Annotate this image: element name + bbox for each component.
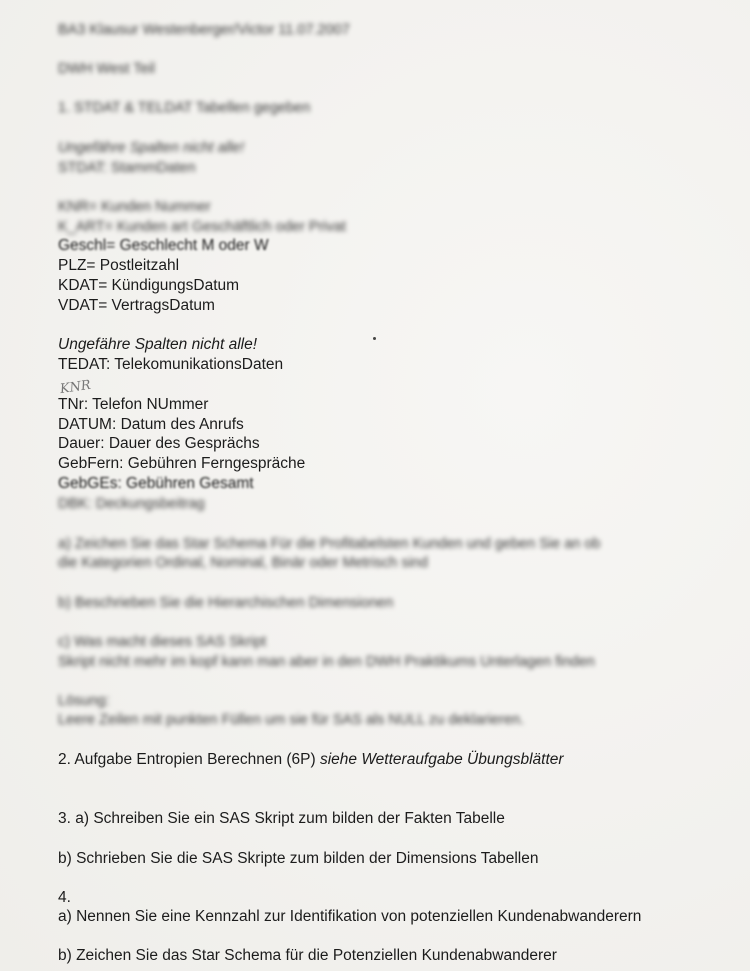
task1-c-line: Skript nicht mehr im kopf kann man aber in den DWH Praktikums Unterlagen finden	[58, 654, 595, 670]
stdat-column: Geschl= Geschlecht M oder W	[58, 237, 269, 254]
stdat-column: KDAT= KündigungsDatum	[58, 277, 240, 294]
task1-a-line: a) Zeichen Sie das Star Schema Für die Profitabelsten Kunden und geben Sie an ob	[58, 536, 601, 552]
task4-number: 4.	[58, 889, 71, 906]
stdat-note: Ungefähre Spalten nicht alle!	[58, 140, 245, 156]
exam-subtitle: DWH West Teil	[58, 61, 155, 77]
task2-note: siehe Wetteraufgabe Übungsblätter	[319, 751, 564, 768]
scan-speck	[373, 337, 376, 340]
tedat-note: Ungefähre Spalten nicht alle!	[58, 336, 258, 353]
stdat-column: K_ART= Kunden art Geschäftlich oder Privat	[58, 219, 346, 235]
tedat-column: DATUM: Datum des Anrufs	[58, 416, 244, 433]
tedat-title: TEDAT: TelekomunikationsDaten	[58, 356, 284, 373]
tedat-column: DBK: Deckungsbeitrag	[58, 496, 205, 512]
task3-b: b) Schrieben Sie die SAS Skripte zum bilden der Dimensions Tabellen	[58, 850, 539, 867]
task4-a: a) Nennen Sie eine Kennzahl zur Identifikation von potenziellen Kundenabwanderern	[58, 908, 642, 925]
task1-c-line: c) Was macht dieses SAS Skript	[58, 634, 267, 650]
task2-line	[58, 751, 564, 769]
task1-b: b) Beschrieben Sie die Hierarchischen Dimensionen	[58, 595, 394, 611]
stdat-title: STDAT: StammDaten	[58, 160, 196, 176]
tedat-column: GebFern: Gebühren Ferngespräche	[58, 455, 306, 472]
task1-heading: 1. STDAT & TELDAT Tabellen gegeben	[58, 100, 311, 116]
tedat-column: TNr: Telefon NUmmer	[58, 396, 209, 413]
tedat-column: GebGEs: Gebühren Gesamt	[58, 475, 254, 492]
stdat-column: KNR= Kunden Nummer	[58, 199, 211, 215]
task4-b: b) Zeichen Sie das Star Schema für die Potenziellen Kundenabwanderer	[58, 947, 557, 964]
task2-text: 2. Aufgabe Entropien Berechnen (6P)	[58, 751, 316, 768]
stdat-column: VDAT= VertragsDatum	[58, 297, 215, 314]
task1-a-line: die Kategorien Ordinal, Nominal, Binär oder Metrisch sind	[58, 555, 428, 571]
exam-title: BA3 Klausur Westenberger/Victor 11.07.2007	[58, 22, 350, 38]
solution-label: Lösung:	[58, 693, 110, 709]
solution-text: Leere Zeilen mit punkten Füllen um sie für SAS als NULL zu deklarieren.	[58, 712, 525, 728]
handwritten-annotation: KNR	[59, 377, 92, 398]
tedat-column: Dauer: Dauer des Gesprächs	[58, 435, 260, 452]
stdat-column: PLZ= Postleitzahl	[58, 257, 180, 274]
task3-a: 3. a) Schreiben Sie ein SAS Skript zum bilden der Fakten Tabelle	[58, 810, 505, 827]
